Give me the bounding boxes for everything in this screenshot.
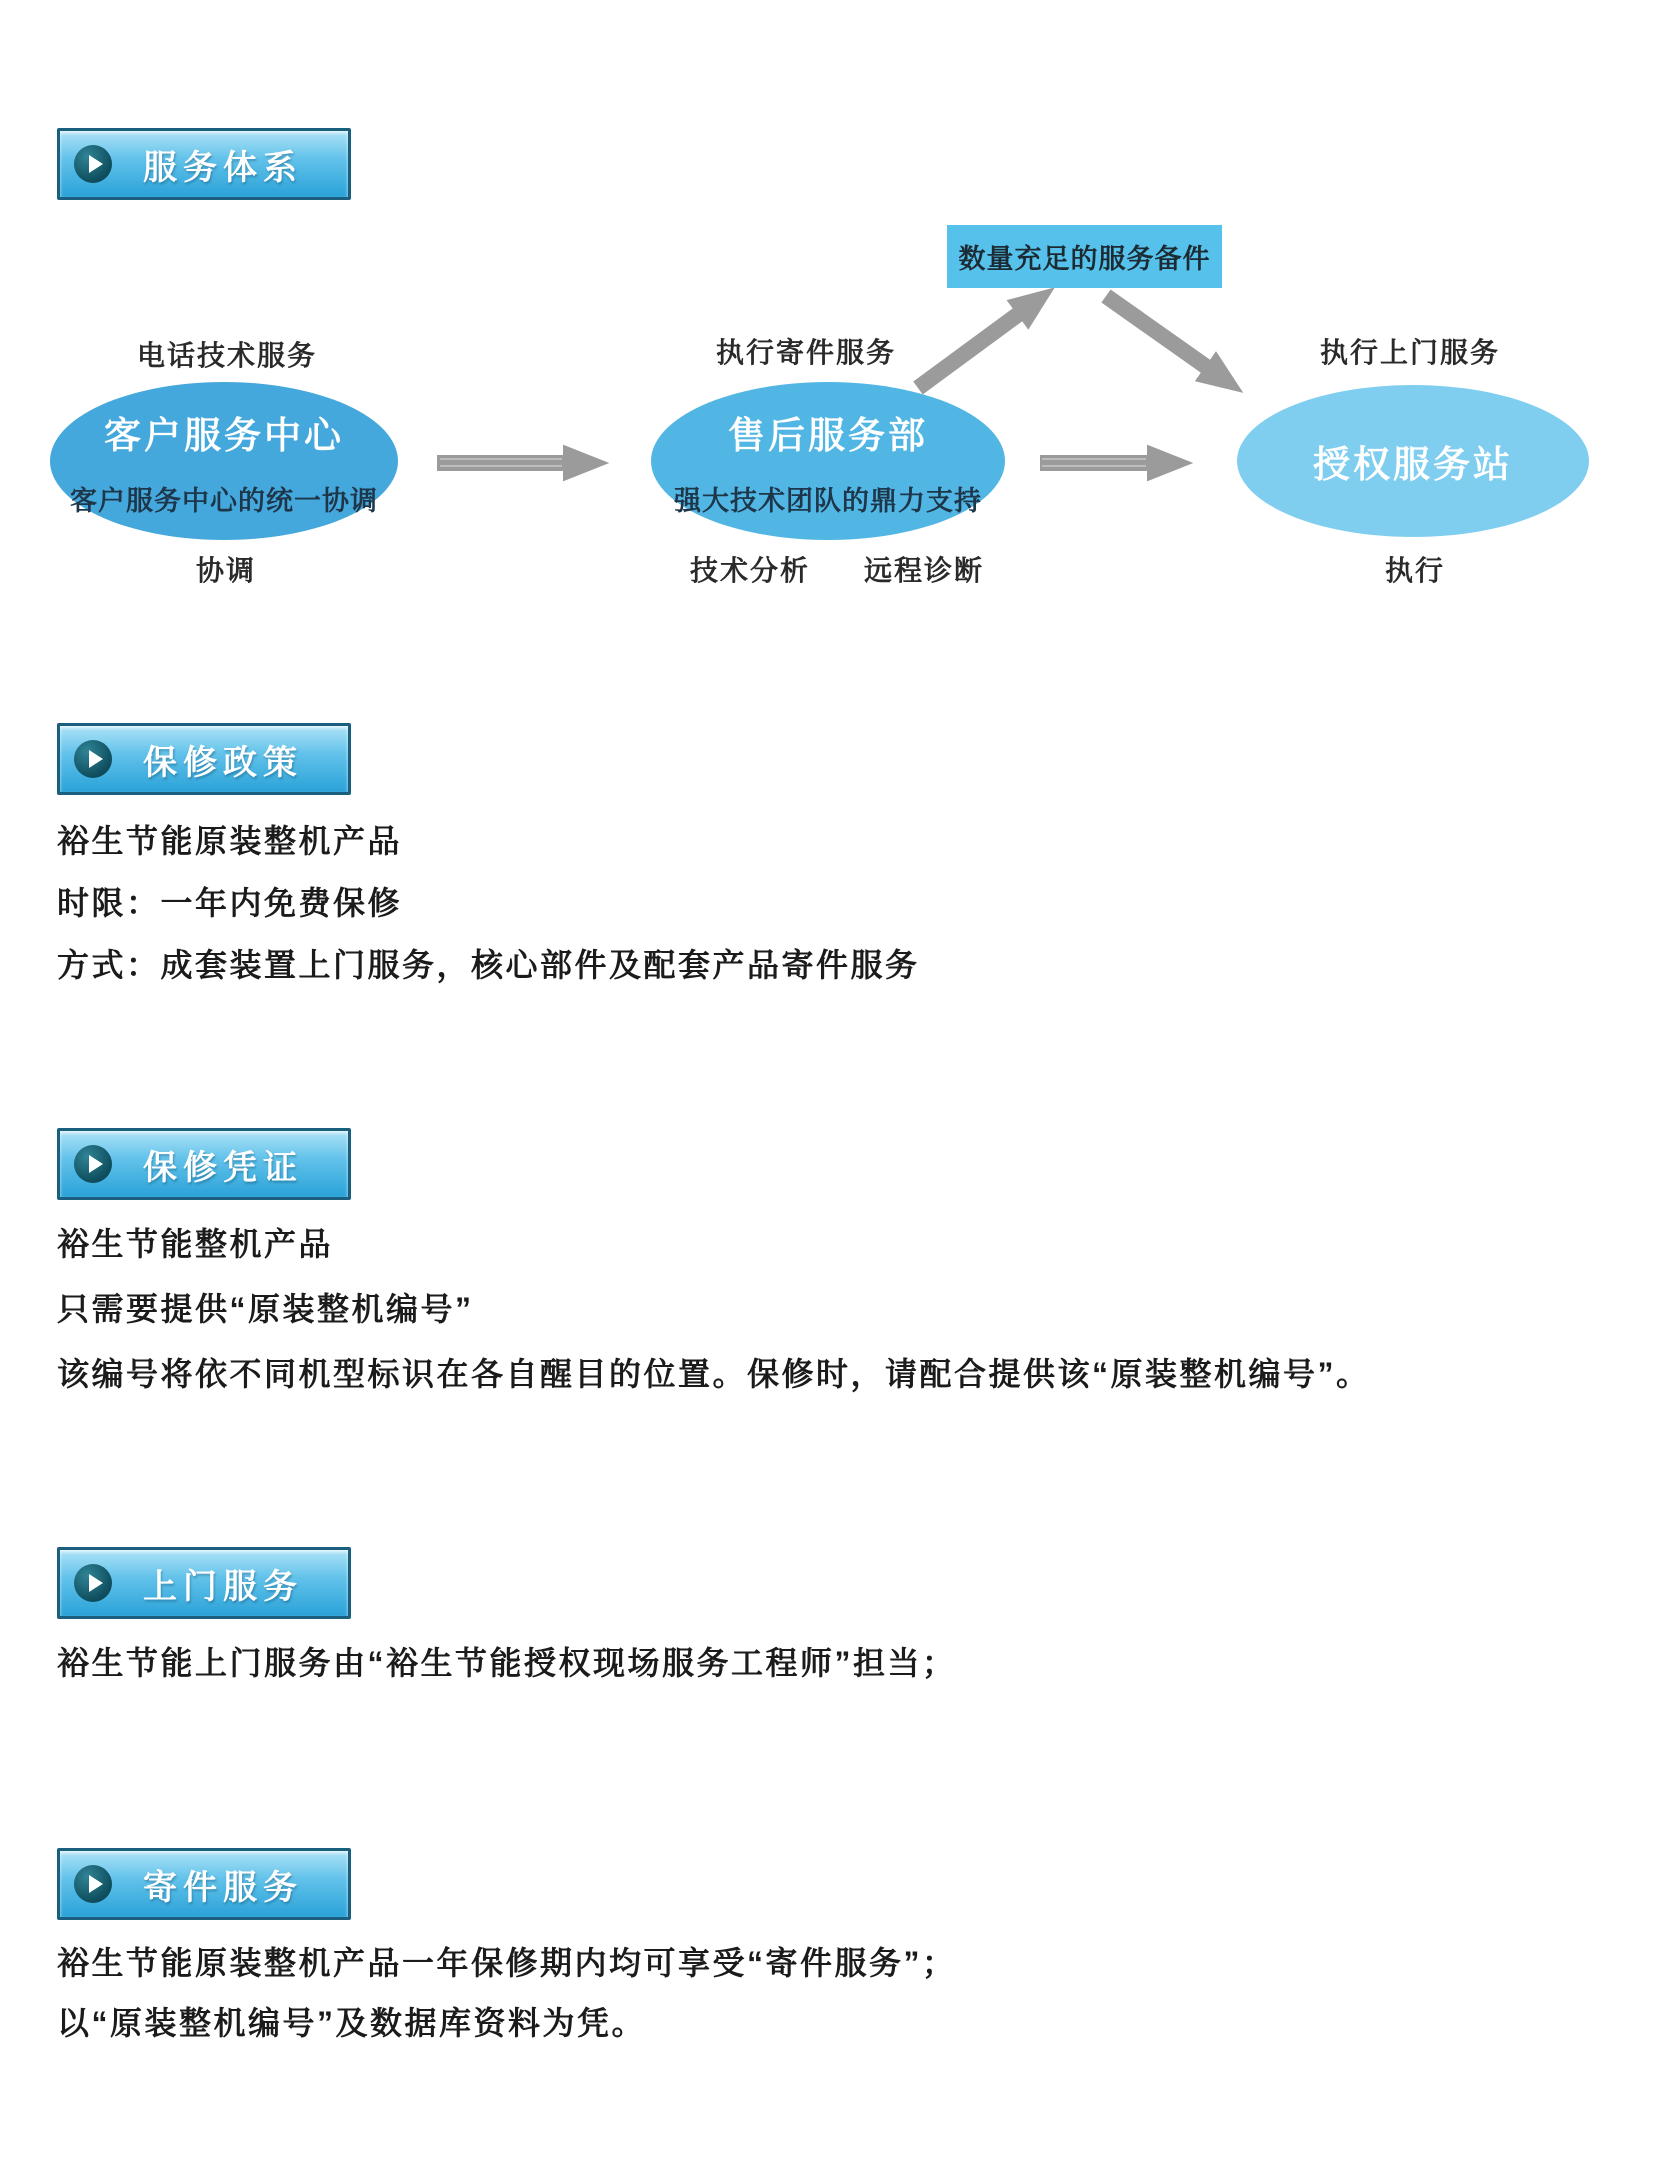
service-flow-diagram — [0, 0, 1668, 640]
play-icon — [74, 740, 112, 778]
play-triangle-icon — [89, 750, 103, 768]
mail-service-text — [57, 1933, 957, 2053]
badge-label-mail-service: 寄件服务 — [143, 1868, 303, 1907]
node-subtitle: 强大技术团队的鼎力支持 — [674, 485, 982, 516]
onsite-service-text — [57, 1643, 957, 1683]
play-triangle-icon — [89, 1875, 103, 1893]
section-badge-onsite-service — [57, 1547, 351, 1619]
arrow-spare-parts-to-station — [1106, 296, 1208, 368]
warranty-proof-text — [57, 1212, 1371, 1407]
label-exec-mail-service: 执行寄件服务 — [715, 337, 896, 368]
proof-line-3: 该编号将依不同机型标识在各自醒目的位置。保修时，请配合提供该“原装整机编号”。 — [57, 1356, 1371, 1392]
node-title: 授权服务站 — [1313, 444, 1513, 485]
mail-line-1: 裕生节能原装整机产品一年保修期内均可享受“寄件服务”； — [57, 1945, 957, 1981]
badge-label-warranty-proof: 保修凭证 — [143, 1148, 303, 1187]
play-triangle-icon — [89, 1574, 103, 1592]
label-remote-diagnosis: 远程诊断 — [863, 555, 984, 586]
mail-line-2: 以“原装整机编号”及数据库资料为凭。 — [57, 2005, 647, 2041]
policy-line-2: 时限：一年内免费保修 — [57, 885, 403, 921]
section-badge-warranty-proof — [57, 1128, 351, 1200]
label-tech-analysis: 技术分析 — [689, 555, 810, 586]
badge-label-warranty-policy: 保修政策 — [143, 743, 303, 782]
node-aftersales-dept — [651, 382, 1005, 540]
proof-line-1: 裕生节能整机产品 — [57, 1226, 334, 1262]
warranty-policy-text — [57, 810, 920, 996]
section-badge-mail-service — [57, 1848, 351, 1920]
play-triangle-icon — [89, 1155, 103, 1173]
node-customer-service-center — [50, 382, 398, 540]
arrow-aftersales-to-spare-parts — [918, 313, 1020, 388]
badge-label-onsite-service: 上门服务 — [143, 1567, 303, 1606]
node-subtitle: 客户服务中心的统一协调 — [70, 485, 378, 516]
policy-line-3: 方式：成套装置上门服务，核心部件及配套产品寄件服务 — [57, 947, 920, 983]
label-exec-onsite-service: 执行上门服务 — [1319, 337, 1500, 368]
play-icon — [74, 1865, 112, 1903]
proof-line-2: 只需要提供“原装整机编号” — [57, 1291, 474, 1327]
label-coordinate: 协调 — [195, 555, 256, 586]
onsite-line-1: 裕生节能上门服务由“裕生节能授权现场服务工程师”担当； — [57, 1645, 957, 1681]
label-execute: 执行 — [1384, 555, 1445, 586]
node-authorized-station — [1237, 385, 1589, 537]
section-badge-warranty-policy — [57, 723, 351, 795]
label-phone-tech-service: 电话技术服务 — [136, 340, 317, 371]
node-title: 客户服务中心 — [104, 414, 344, 456]
play-icon — [74, 1145, 112, 1183]
flow-arrows — [0, 0, 1668, 640]
badge-label-service-system: 服务体系 — [143, 148, 303, 187]
policy-line-1: 裕生节能原装整机产品 — [57, 823, 403, 859]
spare-parts-box: 数量充足的服务备件 — [947, 225, 1222, 288]
node-title: 售后服务部 — [728, 414, 928, 456]
play-icon — [74, 1564, 112, 1602]
